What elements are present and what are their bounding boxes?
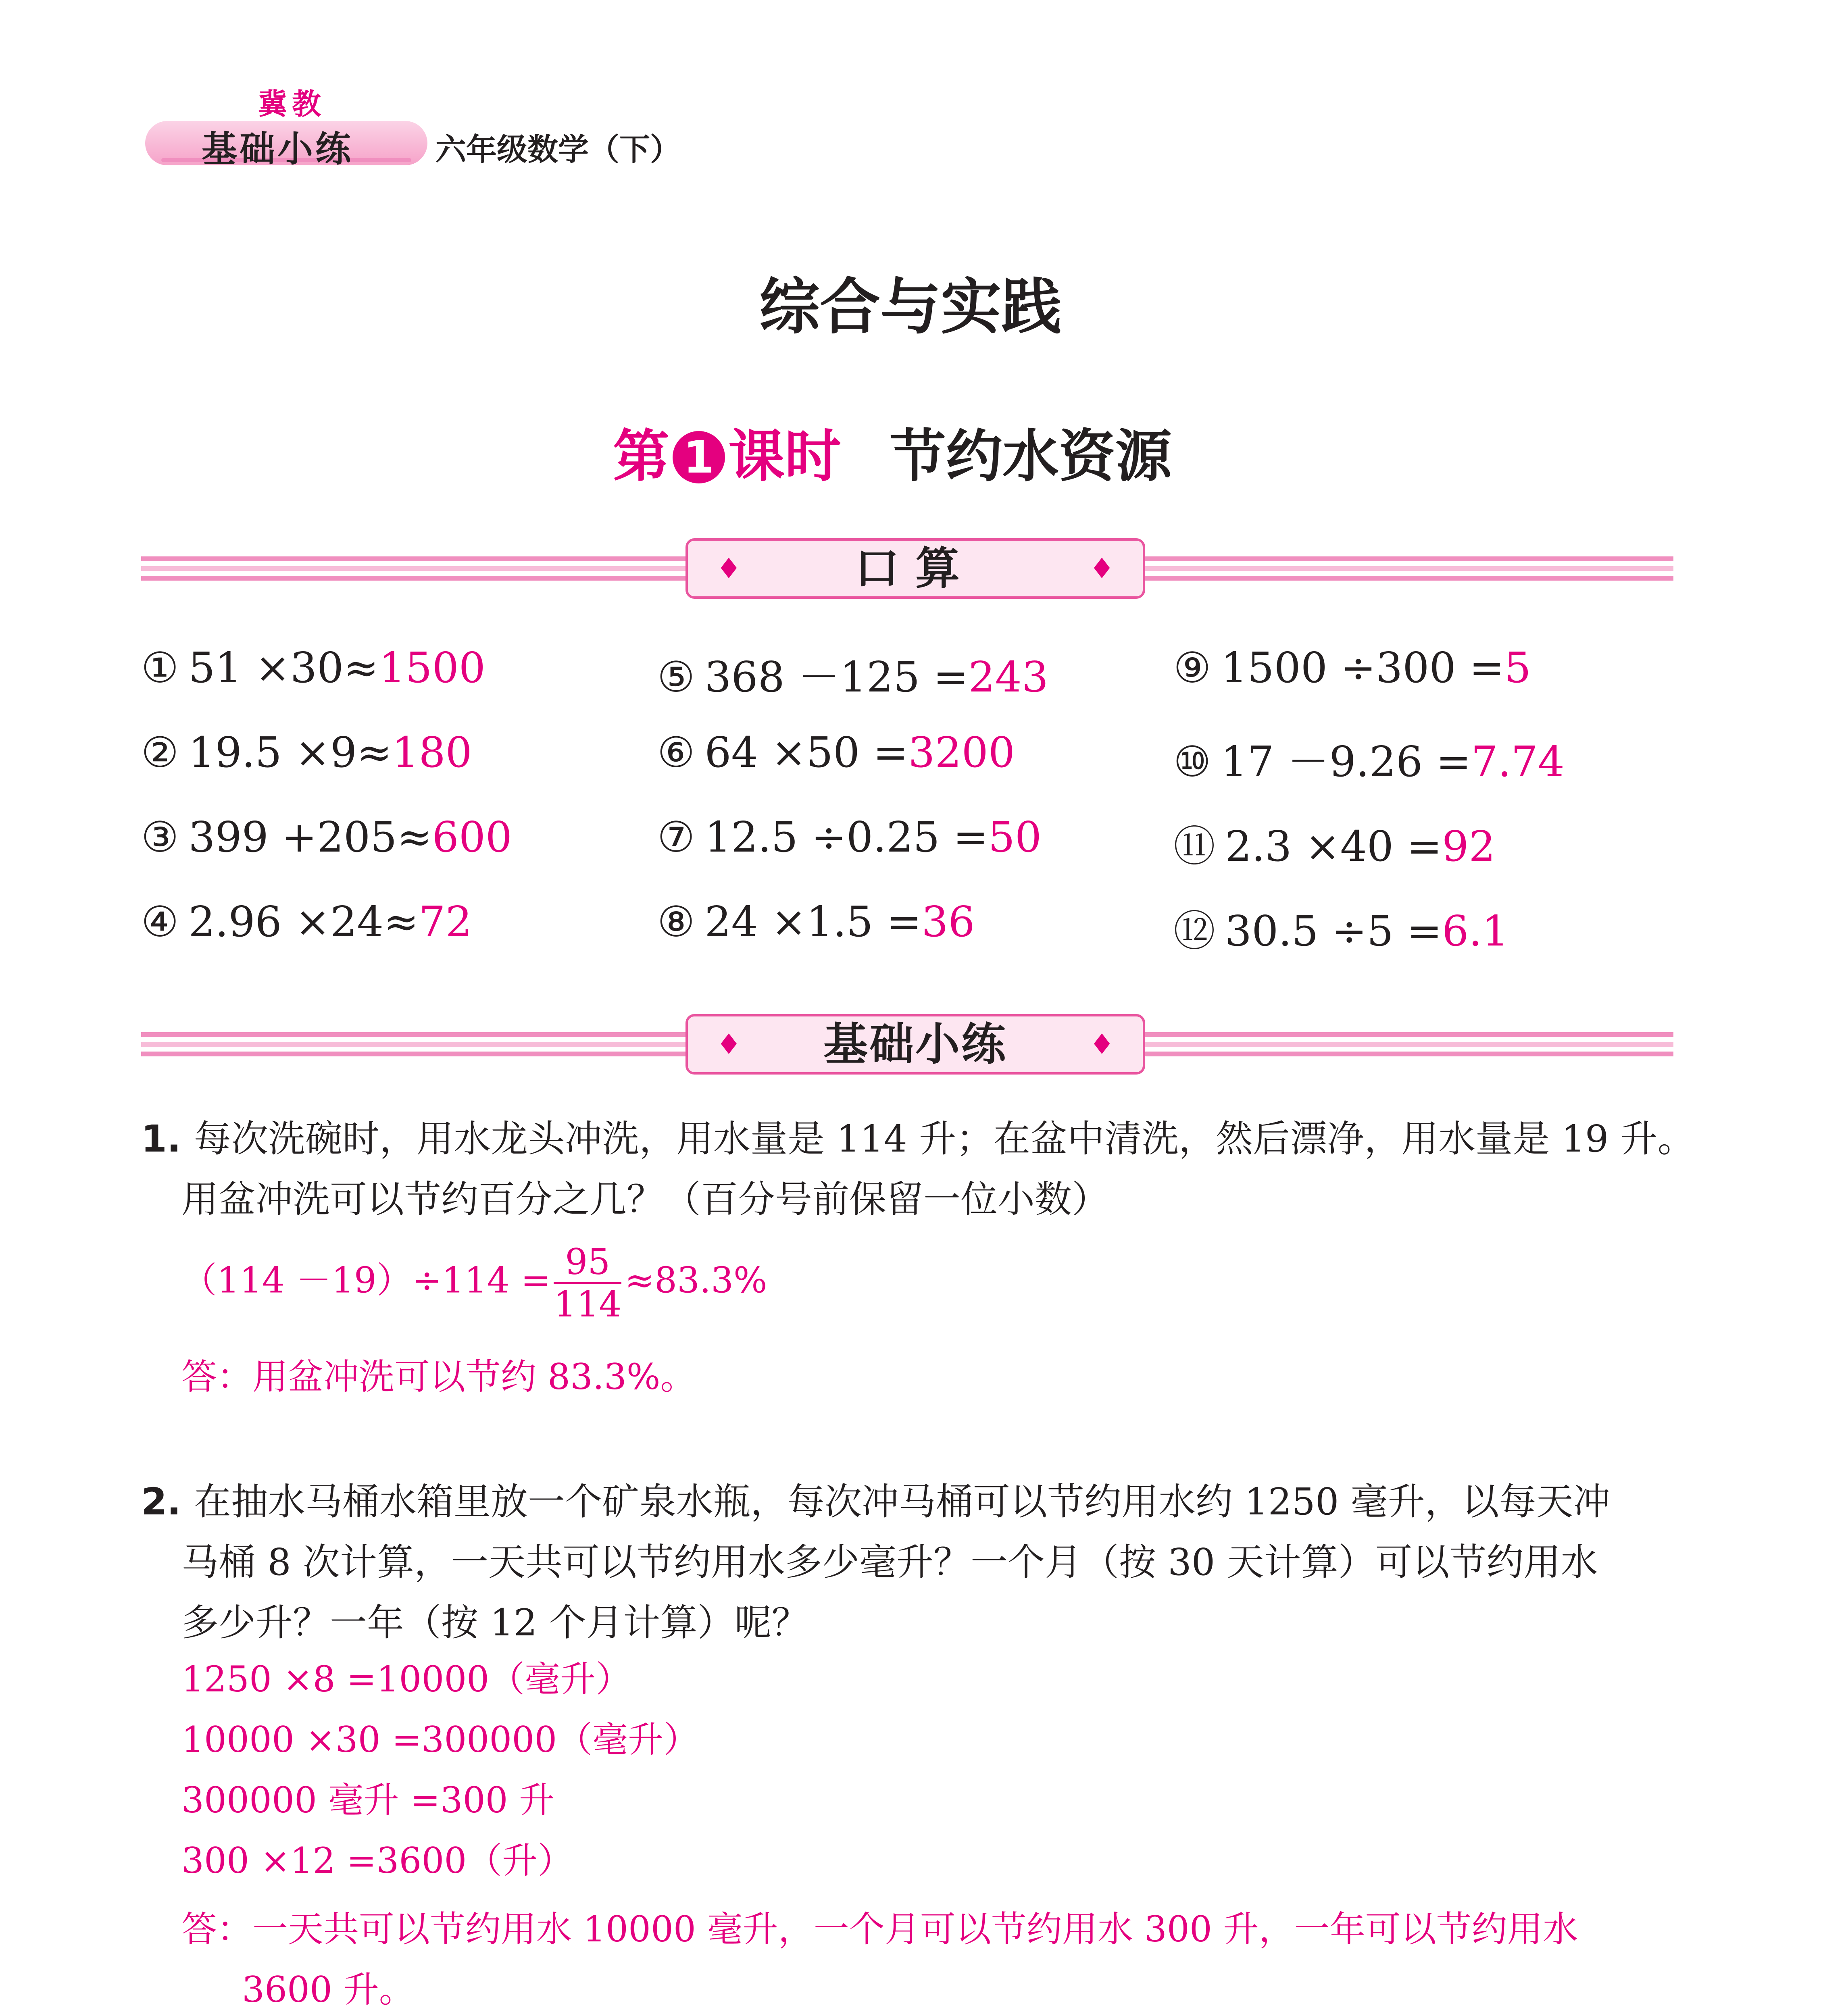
lesson-prefix: 第	[613, 424, 670, 489]
calc-item: ④ 2.96 ×24≈72	[141, 897, 472, 946]
calc-item: ⑥ 64 ×50 =3200	[657, 728, 1015, 777]
problem-number: 1	[141, 1117, 167, 1160]
fraction: $\frac{95}{114}$	[554, 1241, 622, 1325]
section-title: 基础小练	[823, 1018, 1007, 1070]
calc-answer: 3200	[908, 728, 1015, 777]
section-header-practice	[685, 1014, 1145, 1075]
calc-answer: 180	[392, 728, 472, 777]
calc-answer: 36	[921, 897, 975, 946]
problem-2-answer: 答：一天共可以节约用水 10000 毫升，一个月可以节约用水 300 升，一年可以节约用水 3600 升。	[181, 1908, 1578, 2010]
book-title: 六年级数学（下）	[435, 131, 681, 167]
calc-item: ⑧ 24 ×1.5 =36	[657, 897, 975, 946]
calc-item: ③ 399 +205≈600	[141, 812, 513, 862]
calc-item: ① 51 ×30≈1500	[141, 643, 485, 692]
calc-item: ② 19.5 ×9≈180	[141, 728, 472, 777]
calc-answer: 243	[968, 652, 1049, 702]
series-name: 基础小练	[202, 128, 354, 170]
lesson-number-badge: 1	[673, 431, 725, 483]
lesson-suffix: 课时	[728, 424, 842, 489]
problem-1-solution: （114 －19）÷114 = $\frac{95}{114}$ ≈83.3%	[181, 1241, 767, 1325]
calc-item: ⑨ 1500 ÷300 =5	[1173, 643, 1531, 692]
diamond-icon: ♦	[716, 552, 742, 585]
section-header-oral	[685, 538, 1145, 599]
diamond-icon: ♦	[716, 1028, 742, 1061]
lesson-topic: 节约水资源	[890, 424, 1172, 489]
problem-1-answer: 答：用盆冲洗可以节约 83.3%。	[181, 1356, 696, 1397]
calc-answer: 92	[1442, 822, 1496, 871]
problem-1: 1. 每次洗碗时，用水龙头冲洗，用水量是 114 升；在盆中清洗，然后漂净，用水量是 19 升。 用盆冲洗可以节约百分之几？（百分号前保留一位小数）	[141, 1117, 1695, 1221]
calc-answer: 50	[988, 812, 1042, 862]
section-title: 口算	[855, 543, 976, 594]
calc-item: ⑪ 2.3 ×40 =92	[1173, 822, 1496, 871]
calc-item: ⑫ 30.5 ÷5 =6.1	[1173, 906, 1509, 956]
diamond-icon: ♦	[1089, 552, 1115, 585]
calc-item: ⑦ 12.5 ÷0.25 =50	[657, 812, 1042, 862]
calc-item: ⑤ 368 －125 =243	[657, 652, 1049, 702]
series-label: 冀教	[258, 87, 326, 121]
page-title: 综合与实践	[759, 272, 1062, 342]
calc-answer: 600	[432, 812, 513, 862]
calc-answer: 5	[1504, 643, 1531, 692]
problem-number: 2	[141, 1480, 167, 1523]
calc-answer: 7.74	[1471, 737, 1565, 786]
problem-2: 2. 在抽水马桶水箱里放一个矿泉水瓶，每次冲马桶可以节约用水约 1250 毫升，以每天冲 马桶 8 次计算，一天共可以节约用水多少毫升？一个月（按 30 天计算）可以节约用水 多少升？一年（按 12 个月计算）呢？	[141, 1480, 1611, 1644]
diamond-icon: ♦	[1089, 1028, 1115, 1061]
calc-answer: 6.1	[1442, 906, 1509, 956]
calc-answer: 72	[419, 897, 472, 946]
calc-item: ⑩ 17 －9.26 =7.74	[1173, 737, 1565, 786]
calc-answer: 1500	[379, 643, 485, 692]
lesson-title	[613, 411, 1172, 492]
problem-2-steps: 1250 ×8 =10000（毫升） 10000 ×30 =300000（毫升） 300000 毫升 =300 升 300 ×12 =3600（升）	[181, 1658, 699, 1881]
